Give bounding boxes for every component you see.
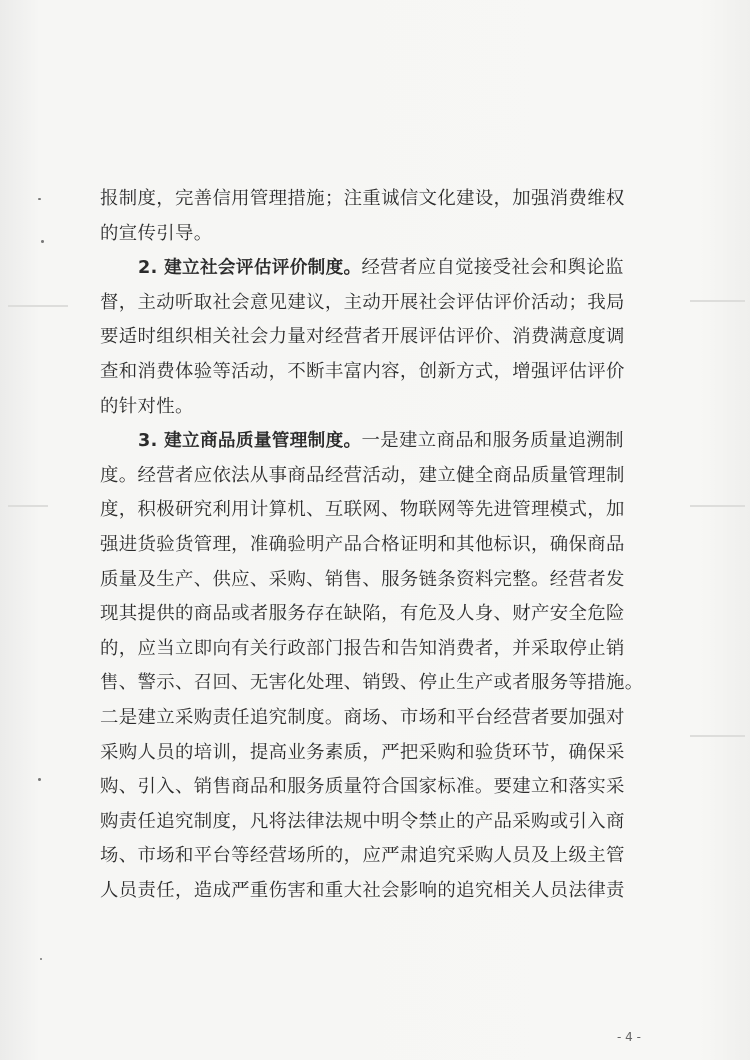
show-through-mark [8, 505, 48, 507]
scan-speck [41, 240, 44, 243]
section-heading: 3. 建立商品质量管理制度。 [138, 431, 362, 452]
line-text: 质量及生产、供应、采购、销售、服务链条资料完整。经营者发 [100, 568, 625, 590]
line-text: 报制度，完善信用管理措施；注重诚信文化建设，加强消费维权 [100, 188, 625, 209]
text-line [100, 528, 667, 563]
line-text: 购责任追究制度，凡将法律法规中明令禁止的产品采购或引入商 [100, 810, 625, 832]
line-text: 的针对性。 [100, 395, 194, 417]
line-text: 二是建立采购责任追究制度。商场、市场和平台经营者要加强对 [100, 706, 625, 728]
text-line [100, 493, 667, 528]
line-text: 人员责任，造成严重伤害和重大社会影响的追究相关人员法律责 [100, 879, 625, 901]
text-line [100, 217, 667, 252]
text-line [100, 701, 667, 736]
show-through-mark [690, 735, 745, 737]
section-heading: 2. 建立社会评估评价制度。 [138, 258, 362, 279]
line-text: 查和消费体验等活动，不断丰富内容，创新方式，增强评估评价 [100, 360, 625, 382]
text-line [100, 286, 667, 321]
text-line [100, 320, 667, 355]
show-through-mark [690, 300, 745, 302]
text-line [100, 666, 667, 701]
text-line [100, 770, 667, 805]
line-text: 采购人员的培训，提高业务素质，严把采购和验货环节，确保采 [100, 741, 625, 763]
line-text: 要适时组织相关社会力量对经营者开展评估评价、消费满意度调 [100, 326, 625, 348]
text-line [100, 805, 667, 840]
line-text: 度，积极研究利用计算机、互联网、物联网等先进管理模式，加 [100, 499, 625, 521]
line-text: 购、引入、销售商品和服务质量符合国家标准。要建立和落实采 [100, 776, 625, 798]
text-line [100, 355, 667, 390]
line-text: 强进货验货管理，准确验明产品合格证明和其他标识，确保商品 [100, 533, 625, 555]
text-line [100, 736, 667, 771]
page-number: - 4 - [617, 1030, 641, 1044]
text-line [100, 597, 667, 632]
text-line [100, 182, 667, 217]
text-line [100, 874, 667, 909]
text-line [100, 459, 667, 494]
body-text [100, 182, 667, 908]
line-text: 的，应当立即向有关行政部门报告和告知消费者，并采取停止销 [100, 637, 625, 659]
text-line [100, 390, 667, 425]
scan-speck [38, 198, 41, 200]
line-text: 现其提供的商品或者服务存在缺陷，有危及人身、财产安全危险 [100, 603, 625, 625]
text-line [100, 632, 667, 667]
line-text: 度。经营者应依法从事商品经营活动，建立健全商品质量管理制 [100, 464, 625, 486]
text-line [100, 251, 667, 286]
text-line [100, 424, 667, 459]
text-line [100, 563, 667, 598]
text-line [100, 839, 667, 874]
show-through-mark [8, 305, 68, 307]
line-text: 经营者应自觉接受社会和舆论监 [361, 257, 624, 279]
show-through-mark [690, 505, 745, 507]
line-text: 的宣传引导。 [100, 222, 213, 244]
line-text: 督，主动听取社会意见建议，主动开展社会评估评价活动；我局 [100, 291, 625, 313]
line-text: 售、警示、召回、无害化处理、销毁、停止生产或者服务等措施。 [100, 672, 644, 694]
scan-speck [38, 778, 41, 781]
line-text: 一是建立商品和服务质量追溯制 [361, 430, 624, 452]
scan-speck [40, 958, 42, 960]
line-text: 场、市场和平台等经营场所的，应严肃追究采购人员及上级主管 [100, 845, 625, 867]
